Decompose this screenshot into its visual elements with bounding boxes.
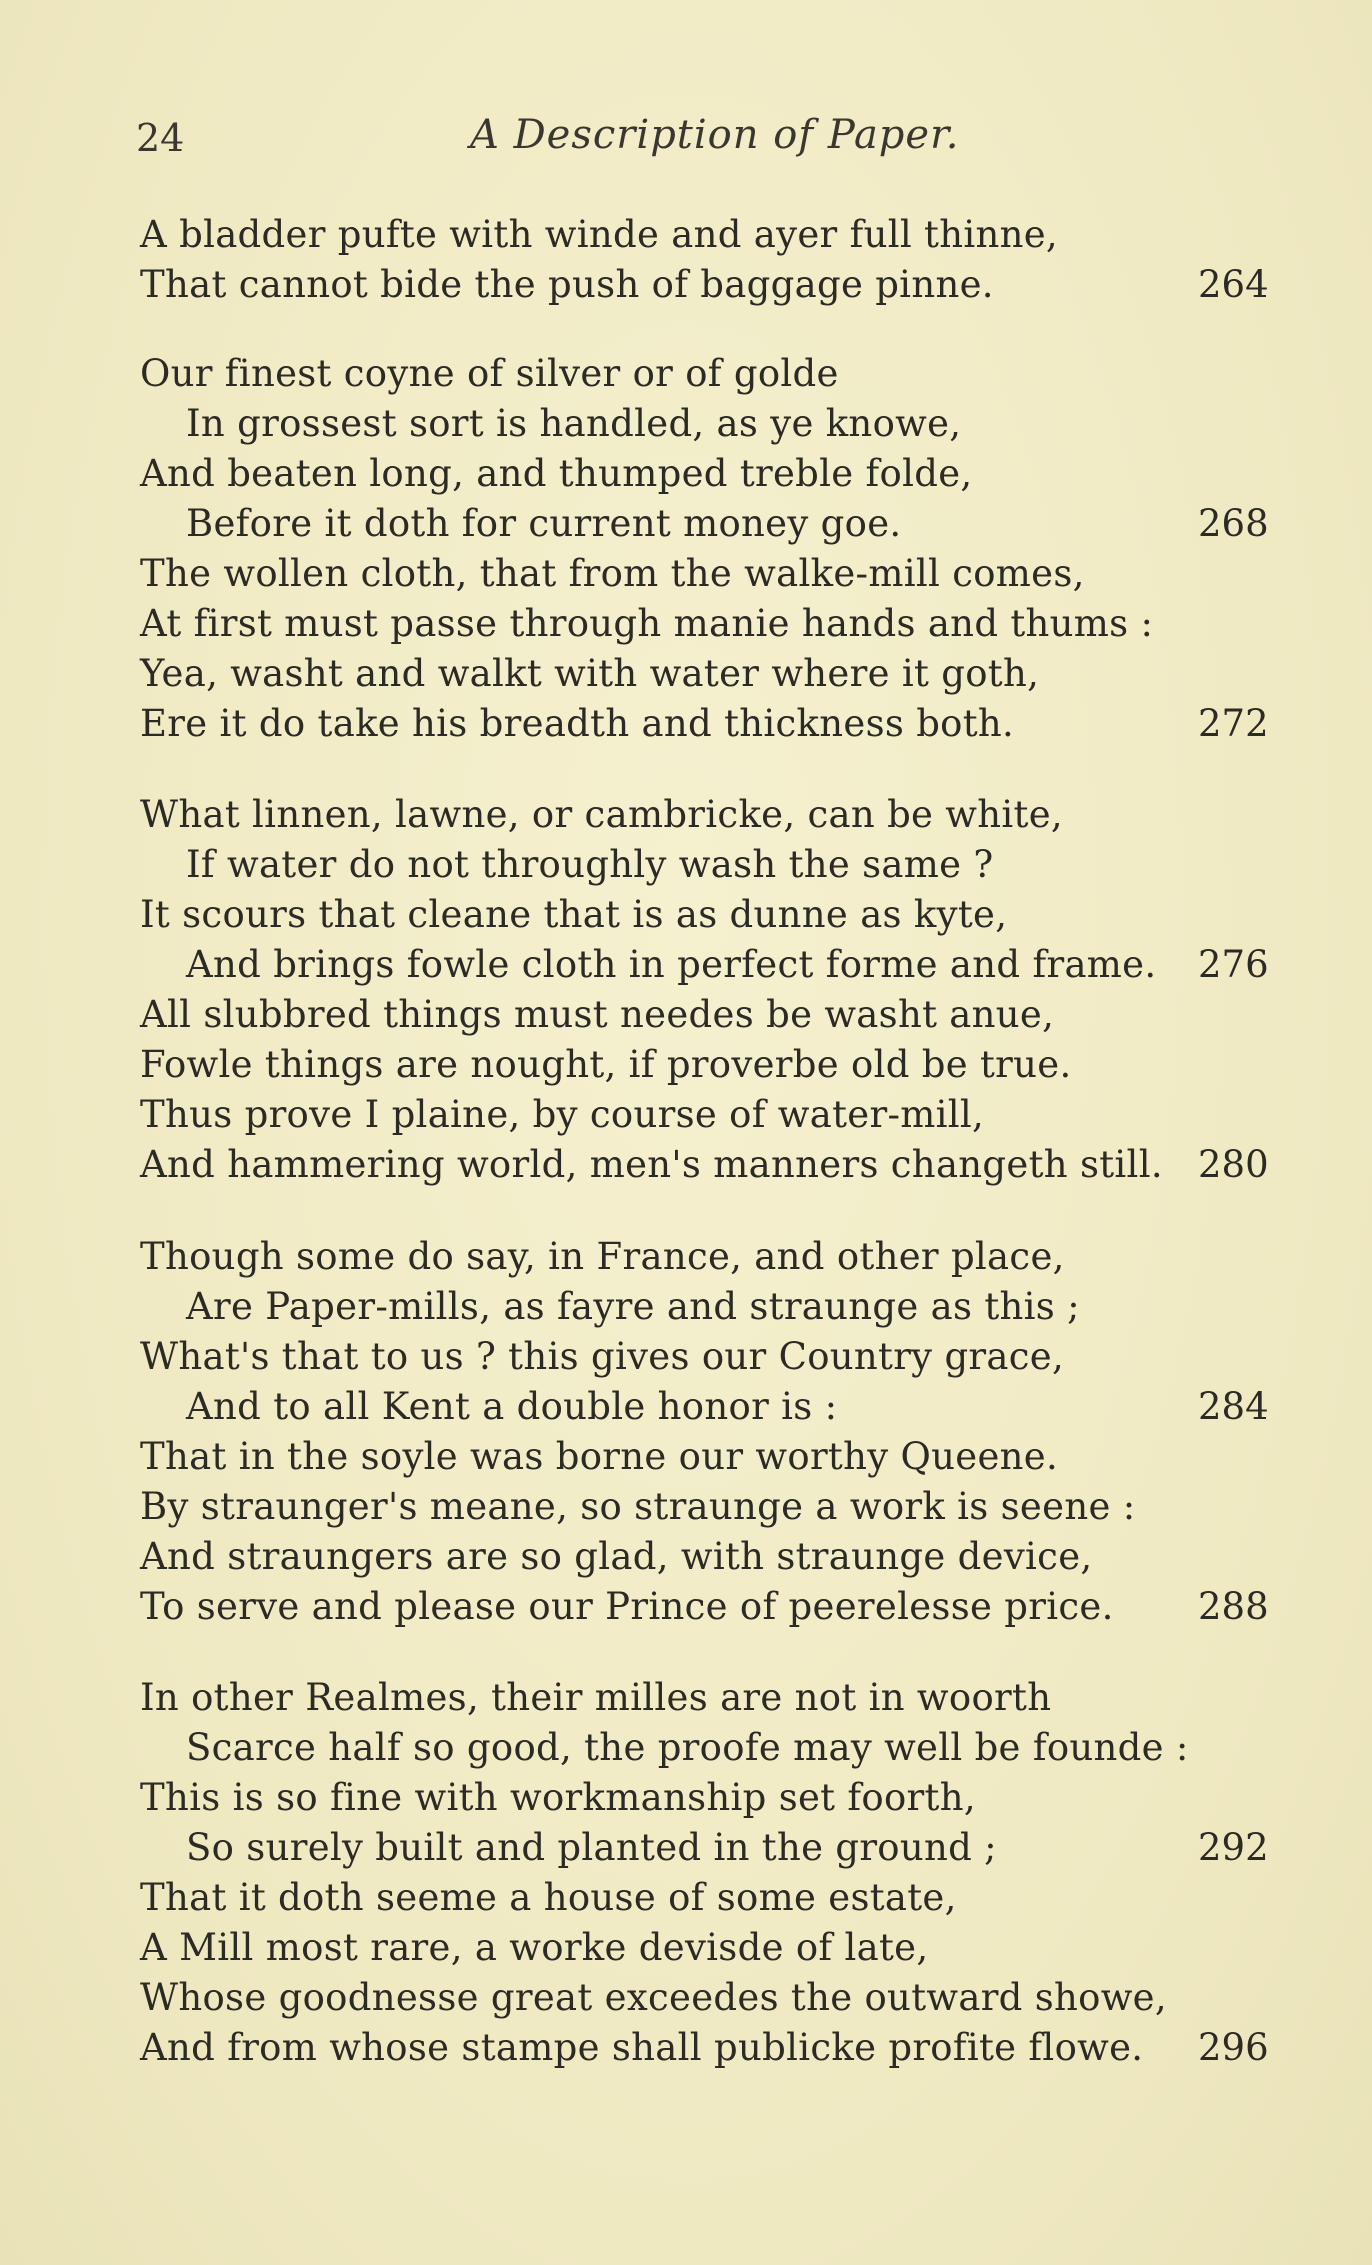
line-number: 276: [1198, 943, 1269, 986]
poem-line: If water do not throughly wash the same ?: [186, 843, 994, 886]
poem-line: So surely built and planted in the ground ; 292: [0, 1823, 1372, 1873]
line-number: 268: [1198, 502, 1269, 545]
running-title: A Description of Paper.: [470, 112, 960, 158]
poem-line: In grossest sort is handled, as ye knowe,: [186, 402, 962, 445]
poem-line: Ere it do take his breadth and thickness both. 272: [0, 699, 1372, 749]
poem-line: Though some do say, in France, and other place,: [140, 1235, 1065, 1278]
poem-line: A Mill most rare, a worke devisde of late,: [140, 1926, 929, 1969]
poem-line: By straunger's meane, so straunge a work is seene :: [140, 1485, 1136, 1528]
poem-line: Whose goodnesse great exceedes the outward showe,: [140, 1976, 1167, 2019]
poem-line: Yea, washt and walkt with water where it goth,: [140, 652, 1040, 695]
poem-line: Before it doth for current money goe. 268: [0, 499, 1372, 549]
poem-line: Are Paper-mills, as fayre and straunge as this ;: [186, 1285, 1080, 1328]
poem-line: Thus prove I plaine, by course of water-mill,: [140, 1093, 985, 1136]
poem-line: And to all Kent a double honor is : 284: [0, 1382, 1372, 1432]
poem-line: To serve and please our Prince of peerelesse price. 288: [0, 1582, 1372, 1632]
poem-line: And hammering world, men's manners changeth still. 280: [0, 1140, 1372, 1190]
poem-line: The wollen cloth, that from the walke-mill comes,: [140, 552, 1085, 595]
page-header: [0, 112, 1372, 172]
line-number: 264: [1198, 263, 1269, 306]
poem-line: In other Realmes, their milles are not in woorth: [140, 1676, 1052, 1719]
line-number: 292: [1198, 1826, 1269, 1869]
line-number: 272: [1198, 702, 1269, 745]
poem-line: And straungers are so glad, with straunge device,: [140, 1535, 1093, 1578]
poem-line: What's that to us ? this gives our Country grace,: [140, 1335, 1065, 1378]
poem-line: Our finest coyne of silver or of golde: [140, 352, 839, 395]
poem-line: And beaten long, and thumped treble folde,: [140, 452, 973, 495]
line-number: 296: [1198, 2026, 1269, 2069]
page-number: 24: [136, 116, 185, 160]
poem-line: Fowle things are nought, if proverbe old be true.: [140, 1043, 1072, 1086]
poem-line: This is so fine with workmanship set foorth,: [140, 1776, 976, 1819]
poem-line: That it doth seeme a house of some estate,: [140, 1876, 957, 1919]
line-number: 288: [1198, 1585, 1269, 1628]
poem-line: And brings fowle cloth in perfect forme and frame. 276: [0, 940, 1372, 990]
poem-line: It scours that cleane that is as dunne as kyte,: [140, 893, 1008, 936]
poem-line: What linnen, lawne, or cambricke, can be white,: [140, 793, 1063, 836]
poem-line: All slubbred things must needes be washt anue,: [140, 993, 1055, 1036]
poem-line: A bladder pufte with winde and ayer full thinne,: [140, 213, 1058, 256]
poem-line: Scarce half so good, the proofe may well be founde :: [186, 1726, 1189, 1769]
line-number: 280: [1198, 1143, 1269, 1186]
poem-line: At first must passe through manie hands and thums :: [140, 602, 1154, 645]
poem-line: That in the soyle was borne our worthy Queene.: [140, 1435, 1059, 1478]
poem-line: And from whose stampe shall publicke profite flowe. 296: [0, 2023, 1372, 2073]
line-number: 284: [1198, 1385, 1269, 1428]
poem-line: That cannot bide the push of baggage pinne. 264: [0, 260, 1372, 310]
